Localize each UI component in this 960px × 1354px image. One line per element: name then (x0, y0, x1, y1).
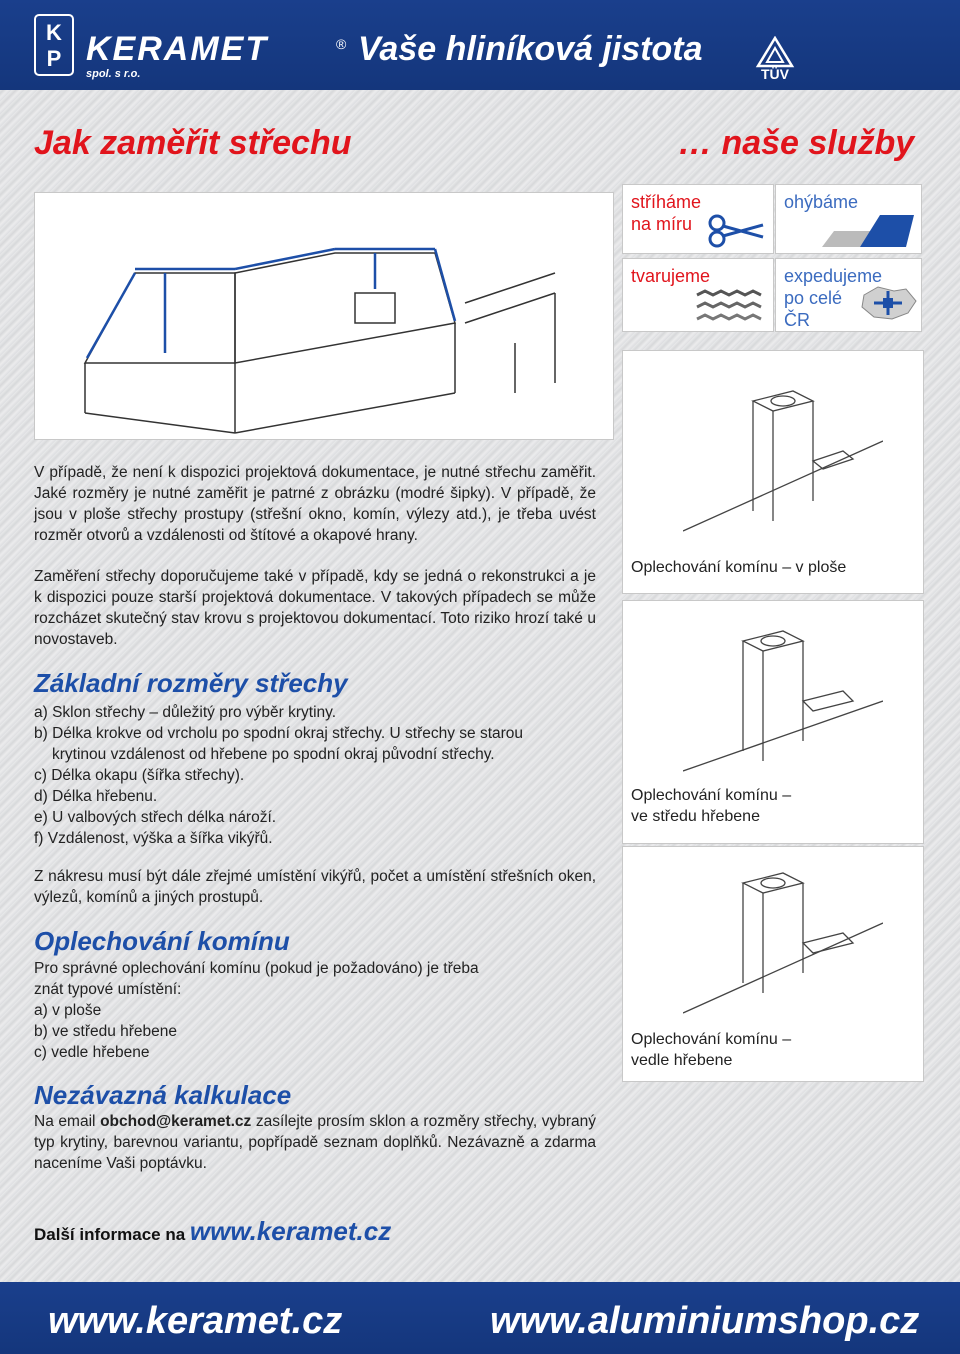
chimney-beside-ridge-icon (683, 863, 883, 1023)
chimney-mid-ridge-panel (622, 600, 924, 844)
slogan: Vaše hliníková jistota (358, 30, 703, 68)
chimney-mid-ridge-icon (683, 621, 883, 781)
more-info-link[interactable]: www.keramet.cz (189, 1216, 392, 1246)
czech-map-icon (858, 281, 918, 325)
chimney-in-plane-panel (622, 350, 924, 594)
service-tile-cutting (622, 184, 774, 254)
chimney-caption: Oplechování komínu – vedle hřebene (631, 1031, 792, 1069)
more-info (34, 1216, 391, 1247)
intro-paragraph-2: Zaměření střechy doporučujeme také v případě, kdy se jedná o rekonstrukci a je k dispozici pouze starší projektová dokumentace. V takových případech se může rozcházet skutečný stav krovu s projektovou dokumentací. Toto riziko hrozí také u novostaveb. (34, 568, 596, 648)
service-label: expedujeme po celé ČR (784, 266, 883, 330)
services-title: … naše služby (678, 124, 915, 162)
roof-diagram (34, 192, 614, 440)
list-item: b) Délka krokve od vrcholu po spodní okraj střechy. U střechy se starou (34, 725, 524, 742)
service-tile-bending (775, 184, 922, 254)
tuv-label: TÜV (761, 66, 789, 82)
chimney-line: Pro správné oplechování komínu (pokud je požadováno) je třeba (34, 960, 479, 977)
quote-text-before: Na email (34, 1113, 101, 1130)
service-label: stříháme na míru (631, 192, 702, 234)
page-title: Jak zaměřit střechu (34, 124, 352, 162)
footer-link-aluminiumshop[interactable]: www.aluminiumshop.cz (490, 1300, 920, 1342)
drawing-note: Z nákresu musí být dále zřejmé umístění vikýřů, počet a umístění střešních oken, výlezů, komínů a jiných prostupů. (34, 868, 596, 906)
kp-logo-icon (34, 14, 74, 76)
registered-mark: ® (336, 36, 347, 52)
chimney-line: c) vedle hřebene (34, 1044, 150, 1061)
chimney-plane-icon (683, 381, 883, 551)
intro-paragraph-1: V případě, že není k dispozici projektová dokumentace, je nutné střechu zaměřit. Jaké rozměry je nutné zaměřit je patrné z obrázku (modré šipky). V případě, že jsou v ploše střechy prostupy (střešní okno, komín, výlezy atd.), je třeba uvést rozměr otvorů a vzdálenosti od štítové a okapové hrany. (34, 464, 596, 544)
svg-text:K: K (46, 20, 62, 45)
service-label: tvarujeme (631, 266, 711, 286)
email-link[interactable]: obchod@keramet.cz (100, 1113, 252, 1130)
quote-text (34, 1111, 596, 1174)
chimney-heading: Oplechování komínu (34, 926, 290, 956)
list-item: c) Délka okapu (šířka střechy). (34, 767, 245, 784)
basic-dimensions-heading: Základní rozměry střechy (34, 668, 348, 698)
list-item: d) Délka hřebenu. (34, 788, 158, 805)
more-info-label: Další informace na (34, 1225, 190, 1244)
chimney-caption: Oplechování komínu – v ploše (631, 559, 847, 576)
chimney-line: b) ve středu hřebene (34, 1023, 178, 1040)
profiles-icon (695, 289, 769, 327)
brand-subtitle: spol. s r.o. (86, 68, 141, 80)
service-tile-shipping (775, 258, 922, 332)
chimney-line: a) v ploše (34, 1002, 102, 1019)
quote-heading: Nezávazná kalkulace (34, 1080, 292, 1110)
scissors-icon (707, 213, 767, 249)
chimney-caption: Oplechování komínu – ve středu hřebene (631, 787, 792, 825)
svg-text:P: P (46, 46, 62, 71)
quote-text-after: zasílejte prosím sklon a rozměry střechy, vybraný typ krytiny, barevnou variantu, popřípadě seznam doplňků. Nezávazně a zdarma naceníme Vaši poptávku. (34, 1113, 597, 1172)
chimney-line: znát typové umístění: (34, 981, 182, 998)
service-label: ohýbáme (784, 192, 859, 212)
list-item: krytinou vzdálenost od hřebene po spodní okraj původní střechy. (52, 746, 495, 763)
list-item: f) Vzdálenost, výška a šířka vikýřů. (34, 830, 273, 847)
service-tile-shaping (622, 258, 774, 332)
bending-icon (820, 209, 916, 249)
list-item: a) Sklon střechy – důležitý pro výběr krytiny. (34, 704, 337, 721)
roof-drawing-icon (35, 193, 613, 439)
chimney-beside-ridge-panel (622, 846, 924, 1082)
footer-link-keramet[interactable]: www.keramet.cz (48, 1300, 343, 1342)
list-item: e) U valbových střech délka nároží. (34, 809, 277, 826)
brand-name: KERAMET (86, 30, 269, 68)
